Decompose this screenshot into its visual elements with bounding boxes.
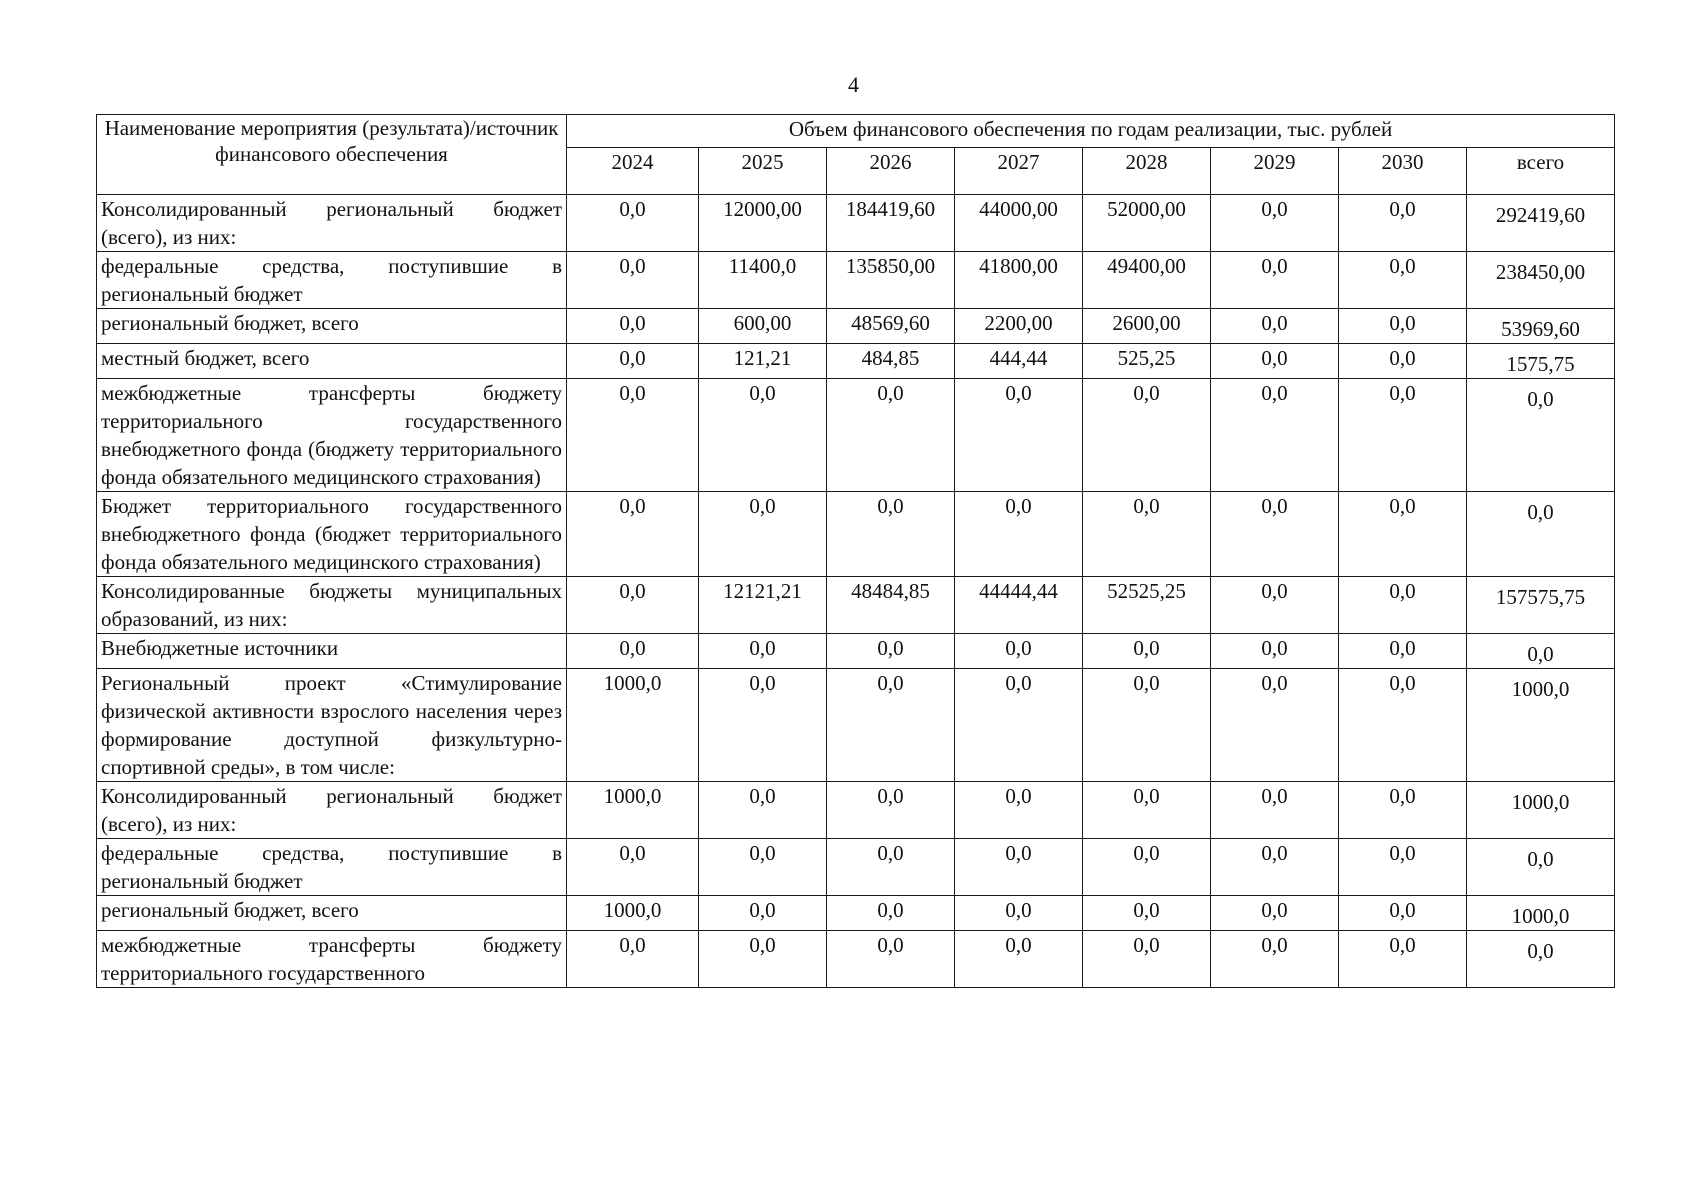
row-value-cell: 0,0 <box>699 669 827 782</box>
row-value-cell: 0,0 <box>955 492 1083 577</box>
table-row <box>97 931 1615 988</box>
row-name-cell: региональный бюджет, всего <box>97 896 567 931</box>
row-value-cell: 0,0 <box>1339 839 1467 896</box>
row-name-cell: федеральные средства, поступившие в региональный бюджет <box>97 252 567 309</box>
row-value-cell: 48484,85 <box>827 577 955 634</box>
year-column-header: 2026 <box>827 148 955 195</box>
row-total-cell: 0,0 <box>1467 634 1615 669</box>
row-value-cell: 0,0 <box>1339 634 1467 669</box>
row-value-cell: 0,0 <box>567 931 699 988</box>
row-value-cell: 0,0 <box>1339 896 1467 931</box>
row-value-cell: 0,0 <box>1339 577 1467 634</box>
row-value-cell: 0,0 <box>1339 782 1467 839</box>
row-value-cell: 44000,00 <box>955 195 1083 252</box>
row-name-cell: межбюджетные трансферты бюджету территориального государственного <box>97 931 567 988</box>
table-row <box>97 492 1615 577</box>
row-value-cell: 0,0 <box>1211 839 1339 896</box>
row-value-cell: 0,0 <box>567 344 699 379</box>
row-value-cell: 1000,0 <box>567 669 699 782</box>
row-value-cell: 0,0 <box>699 379 827 492</box>
row-total-cell: 1000,0 <box>1467 896 1615 931</box>
row-value-cell: 0,0 <box>827 782 955 839</box>
row-value-cell: 12121,21 <box>699 577 827 634</box>
financing-table <box>96 114 1615 988</box>
row-value-cell: 525,25 <box>1083 344 1211 379</box>
table-row <box>97 782 1615 839</box>
row-value-cell: 0,0 <box>1211 577 1339 634</box>
row-value-cell: 0,0 <box>1339 669 1467 782</box>
row-value-cell: 0,0 <box>955 379 1083 492</box>
row-value-cell: 0,0 <box>827 634 955 669</box>
row-value-cell: 0,0 <box>1083 896 1211 931</box>
row-value-cell: 52525,25 <box>1083 577 1211 634</box>
row-value-cell: 11400,0 <box>699 252 827 309</box>
row-value-cell: 1000,0 <box>567 896 699 931</box>
row-value-cell: 0,0 <box>1211 344 1339 379</box>
table-row <box>97 634 1615 669</box>
row-name-cell: местный бюджет, всего <box>97 344 567 379</box>
row-value-cell: 0,0 <box>567 252 699 309</box>
row-value-cell: 444,44 <box>955 344 1083 379</box>
table-row <box>97 252 1615 309</box>
row-total-cell: 0,0 <box>1467 492 1615 577</box>
row-value-cell: 184419,60 <box>827 195 955 252</box>
row-total-cell: 238450,00 <box>1467 252 1615 309</box>
row-value-cell: 48569,60 <box>827 309 955 344</box>
row-value-cell: 0,0 <box>1083 379 1211 492</box>
row-name-cell: региональный бюджет, всего <box>97 309 567 344</box>
row-value-cell: 0,0 <box>1339 931 1467 988</box>
row-value-cell: 0,0 <box>1211 309 1339 344</box>
row-value-cell: 0,0 <box>699 634 827 669</box>
total-column-header: всего <box>1467 148 1615 195</box>
row-name-cell: Консолидированный региональный бюджет (всего), из них: <box>97 195 567 252</box>
row-value-cell: 0,0 <box>699 839 827 896</box>
row-value-cell: 0,0 <box>1211 896 1339 931</box>
row-total-cell: 0,0 <box>1467 379 1615 492</box>
row-value-cell: 0,0 <box>1339 379 1467 492</box>
row-value-cell: 0,0 <box>955 634 1083 669</box>
row-value-cell: 0,0 <box>1211 195 1339 252</box>
row-total-cell: 1575,75 <box>1467 344 1615 379</box>
row-value-cell: 0,0 <box>827 669 955 782</box>
row-value-cell: 0,0 <box>1083 782 1211 839</box>
row-value-cell: 0,0 <box>567 634 699 669</box>
row-name-cell: Региональный проект «Стимулирование физической активности взрослого населения через формирование доступной физкультурно-спортивной среды», в том числе: <box>97 669 567 782</box>
page-number: 4 <box>848 72 859 97</box>
year-column-header: 2024 <box>567 148 699 195</box>
row-value-cell: 0,0 <box>1339 252 1467 309</box>
row-value-cell: 0,0 <box>827 896 955 931</box>
row-value-cell: 600,00 <box>699 309 827 344</box>
row-value-cell: 0,0 <box>1083 931 1211 988</box>
table-row <box>97 896 1615 931</box>
row-total-cell: 0,0 <box>1467 839 1615 896</box>
row-value-cell: 0,0 <box>699 492 827 577</box>
row-name-cell: межбюджетные трансферты бюджету территориального государственного внебюджетного фонда (бюджету территориального фонда обязательного медицинского страхования) <box>97 379 567 492</box>
row-value-cell: 0,0 <box>827 839 955 896</box>
row-name-cell: федеральные средства, поступившие в региональный бюджет <box>97 839 567 896</box>
table-row <box>97 669 1615 782</box>
row-value-cell: 49400,00 <box>1083 252 1211 309</box>
row-value-cell: 0,0 <box>699 782 827 839</box>
row-value-cell: 41800,00 <box>955 252 1083 309</box>
row-value-cell: 0,0 <box>1083 669 1211 782</box>
table-row <box>97 379 1615 492</box>
row-value-cell: 0,0 <box>1211 634 1339 669</box>
row-value-cell: 0,0 <box>1083 492 1211 577</box>
row-value-cell: 0,0 <box>567 492 699 577</box>
row-value-cell: 0,0 <box>1339 195 1467 252</box>
year-column-header: 2025 <box>699 148 827 195</box>
table-row <box>97 309 1615 344</box>
row-value-cell: 0,0 <box>955 931 1083 988</box>
row-value-cell: 0,0 <box>699 931 827 988</box>
row-value-cell: 0,0 <box>955 896 1083 931</box>
year-column-header: 2027 <box>955 148 1083 195</box>
row-value-cell: 2200,00 <box>955 309 1083 344</box>
table-body <box>97 195 1615 988</box>
row-name-cell: Консолидированные бюджеты муниципальных образований, из них: <box>97 577 567 634</box>
row-value-cell: 12000,00 <box>699 195 827 252</box>
row-total-cell: 292419,60 <box>1467 195 1615 252</box>
row-value-cell: 0,0 <box>1211 931 1339 988</box>
year-column-header: 2030 <box>1339 148 1467 195</box>
row-total-cell: 157575,75 <box>1467 577 1615 634</box>
row-value-cell: 0,0 <box>1083 839 1211 896</box>
table-row <box>97 344 1615 379</box>
row-value-cell: 0,0 <box>955 839 1083 896</box>
row-value-cell: 0,0 <box>955 782 1083 839</box>
row-name-cell: Бюджет территориального государственного внебюджетного фонда (бюджет территориального фонда обязательного медицинского страхования) <box>97 492 567 577</box>
row-value-cell: 52000,00 <box>1083 195 1211 252</box>
row-value-cell: 135850,00 <box>827 252 955 309</box>
row-name-cell: Внебюджетные источники <box>97 634 567 669</box>
funding-group-header: Объем финансового обеспечения по годам реализации, тыс. рублей <box>567 115 1615 148</box>
row-value-cell: 0,0 <box>1083 634 1211 669</box>
table-row <box>97 195 1615 252</box>
row-value-cell: 0,0 <box>955 669 1083 782</box>
row-value-cell: 121,21 <box>699 344 827 379</box>
row-value-cell: 0,0 <box>567 577 699 634</box>
row-value-cell: 0,0 <box>827 931 955 988</box>
row-total-cell: 1000,0 <box>1467 669 1615 782</box>
row-value-cell: 0,0 <box>567 309 699 344</box>
row-total-cell: 0,0 <box>1467 931 1615 988</box>
row-value-cell: 0,0 <box>567 195 699 252</box>
row-total-cell: 53969,60 <box>1467 309 1615 344</box>
row-value-cell: 44444,44 <box>955 577 1083 634</box>
name-column-header: Наименование мероприятия (результата)/источник финансового обеспечения <box>97 115 567 195</box>
row-value-cell: 0,0 <box>1339 492 1467 577</box>
row-value-cell: 0,0 <box>1211 782 1339 839</box>
row-value-cell: 0,0 <box>1211 669 1339 782</box>
row-value-cell: 0,0 <box>1211 252 1339 309</box>
row-value-cell: 0,0 <box>1339 344 1467 379</box>
row-total-cell: 1000,0 <box>1467 782 1615 839</box>
row-value-cell: 0,0 <box>1211 492 1339 577</box>
row-value-cell: 0,0 <box>827 379 955 492</box>
row-name-cell: Консолидированный региональный бюджет (всего), из них: <box>97 782 567 839</box>
row-value-cell: 0,0 <box>1211 379 1339 492</box>
row-value-cell: 0,0 <box>1339 309 1467 344</box>
row-value-cell: 0,0 <box>567 839 699 896</box>
row-value-cell: 0,0 <box>699 896 827 931</box>
table-row <box>97 577 1615 634</box>
row-value-cell: 484,85 <box>827 344 955 379</box>
row-value-cell: 0,0 <box>827 492 955 577</box>
row-value-cell: 1000,0 <box>567 782 699 839</box>
table-row <box>97 839 1615 896</box>
year-column-header: 2028 <box>1083 148 1211 195</box>
year-column-header: 2029 <box>1211 148 1339 195</box>
row-value-cell: 0,0 <box>567 379 699 492</box>
row-value-cell: 2600,00 <box>1083 309 1211 344</box>
